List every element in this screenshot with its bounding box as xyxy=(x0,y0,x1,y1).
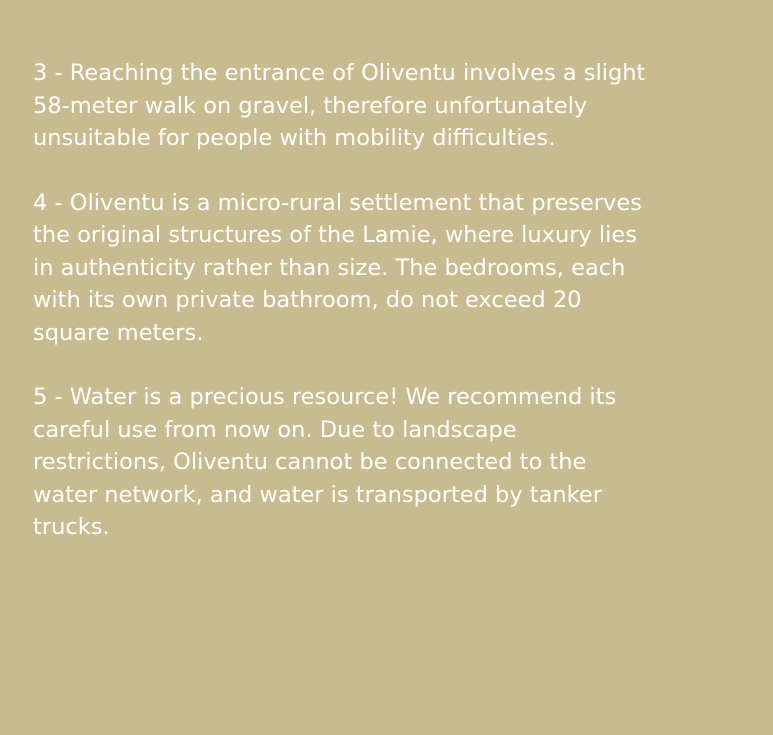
paragraph-4-settlement-rooms xyxy=(33,187,753,350)
text-line: 4 - Oliventu is a micro-rural settlement that preserves xyxy=(33,189,642,216)
text-line: the original structures of the Lamie, where luxury lies xyxy=(33,222,637,248)
text-line: careful use from now on. Due to landscape xyxy=(33,416,517,443)
text-line: water network, and water is transported by tanker xyxy=(33,481,602,508)
text-line: 3 - Reaching the entrance of Oliventu involves a slight xyxy=(33,60,646,86)
text-line: with its own private bathroom, do not exceed 20 xyxy=(33,287,582,313)
text-line: 58-meter walk on gravel, therefore unfortunately xyxy=(33,92,588,119)
text-line: square meters. xyxy=(33,319,204,346)
text-line: 5 - Water is a precious resource! We recommend its xyxy=(33,384,617,410)
text-line: in authenticity rather than size. The bedrooms, each xyxy=(33,254,626,281)
text-line: restrictions, Oliventu cannot be connected to the xyxy=(33,449,587,475)
paragraph-5-water-resource xyxy=(33,381,753,544)
text-line: trucks. xyxy=(33,514,110,540)
info-text-block xyxy=(33,57,753,576)
text-line: unsuitable for people with mobility difficulties. xyxy=(33,125,556,151)
paragraph-3-gravel-access xyxy=(33,57,753,155)
